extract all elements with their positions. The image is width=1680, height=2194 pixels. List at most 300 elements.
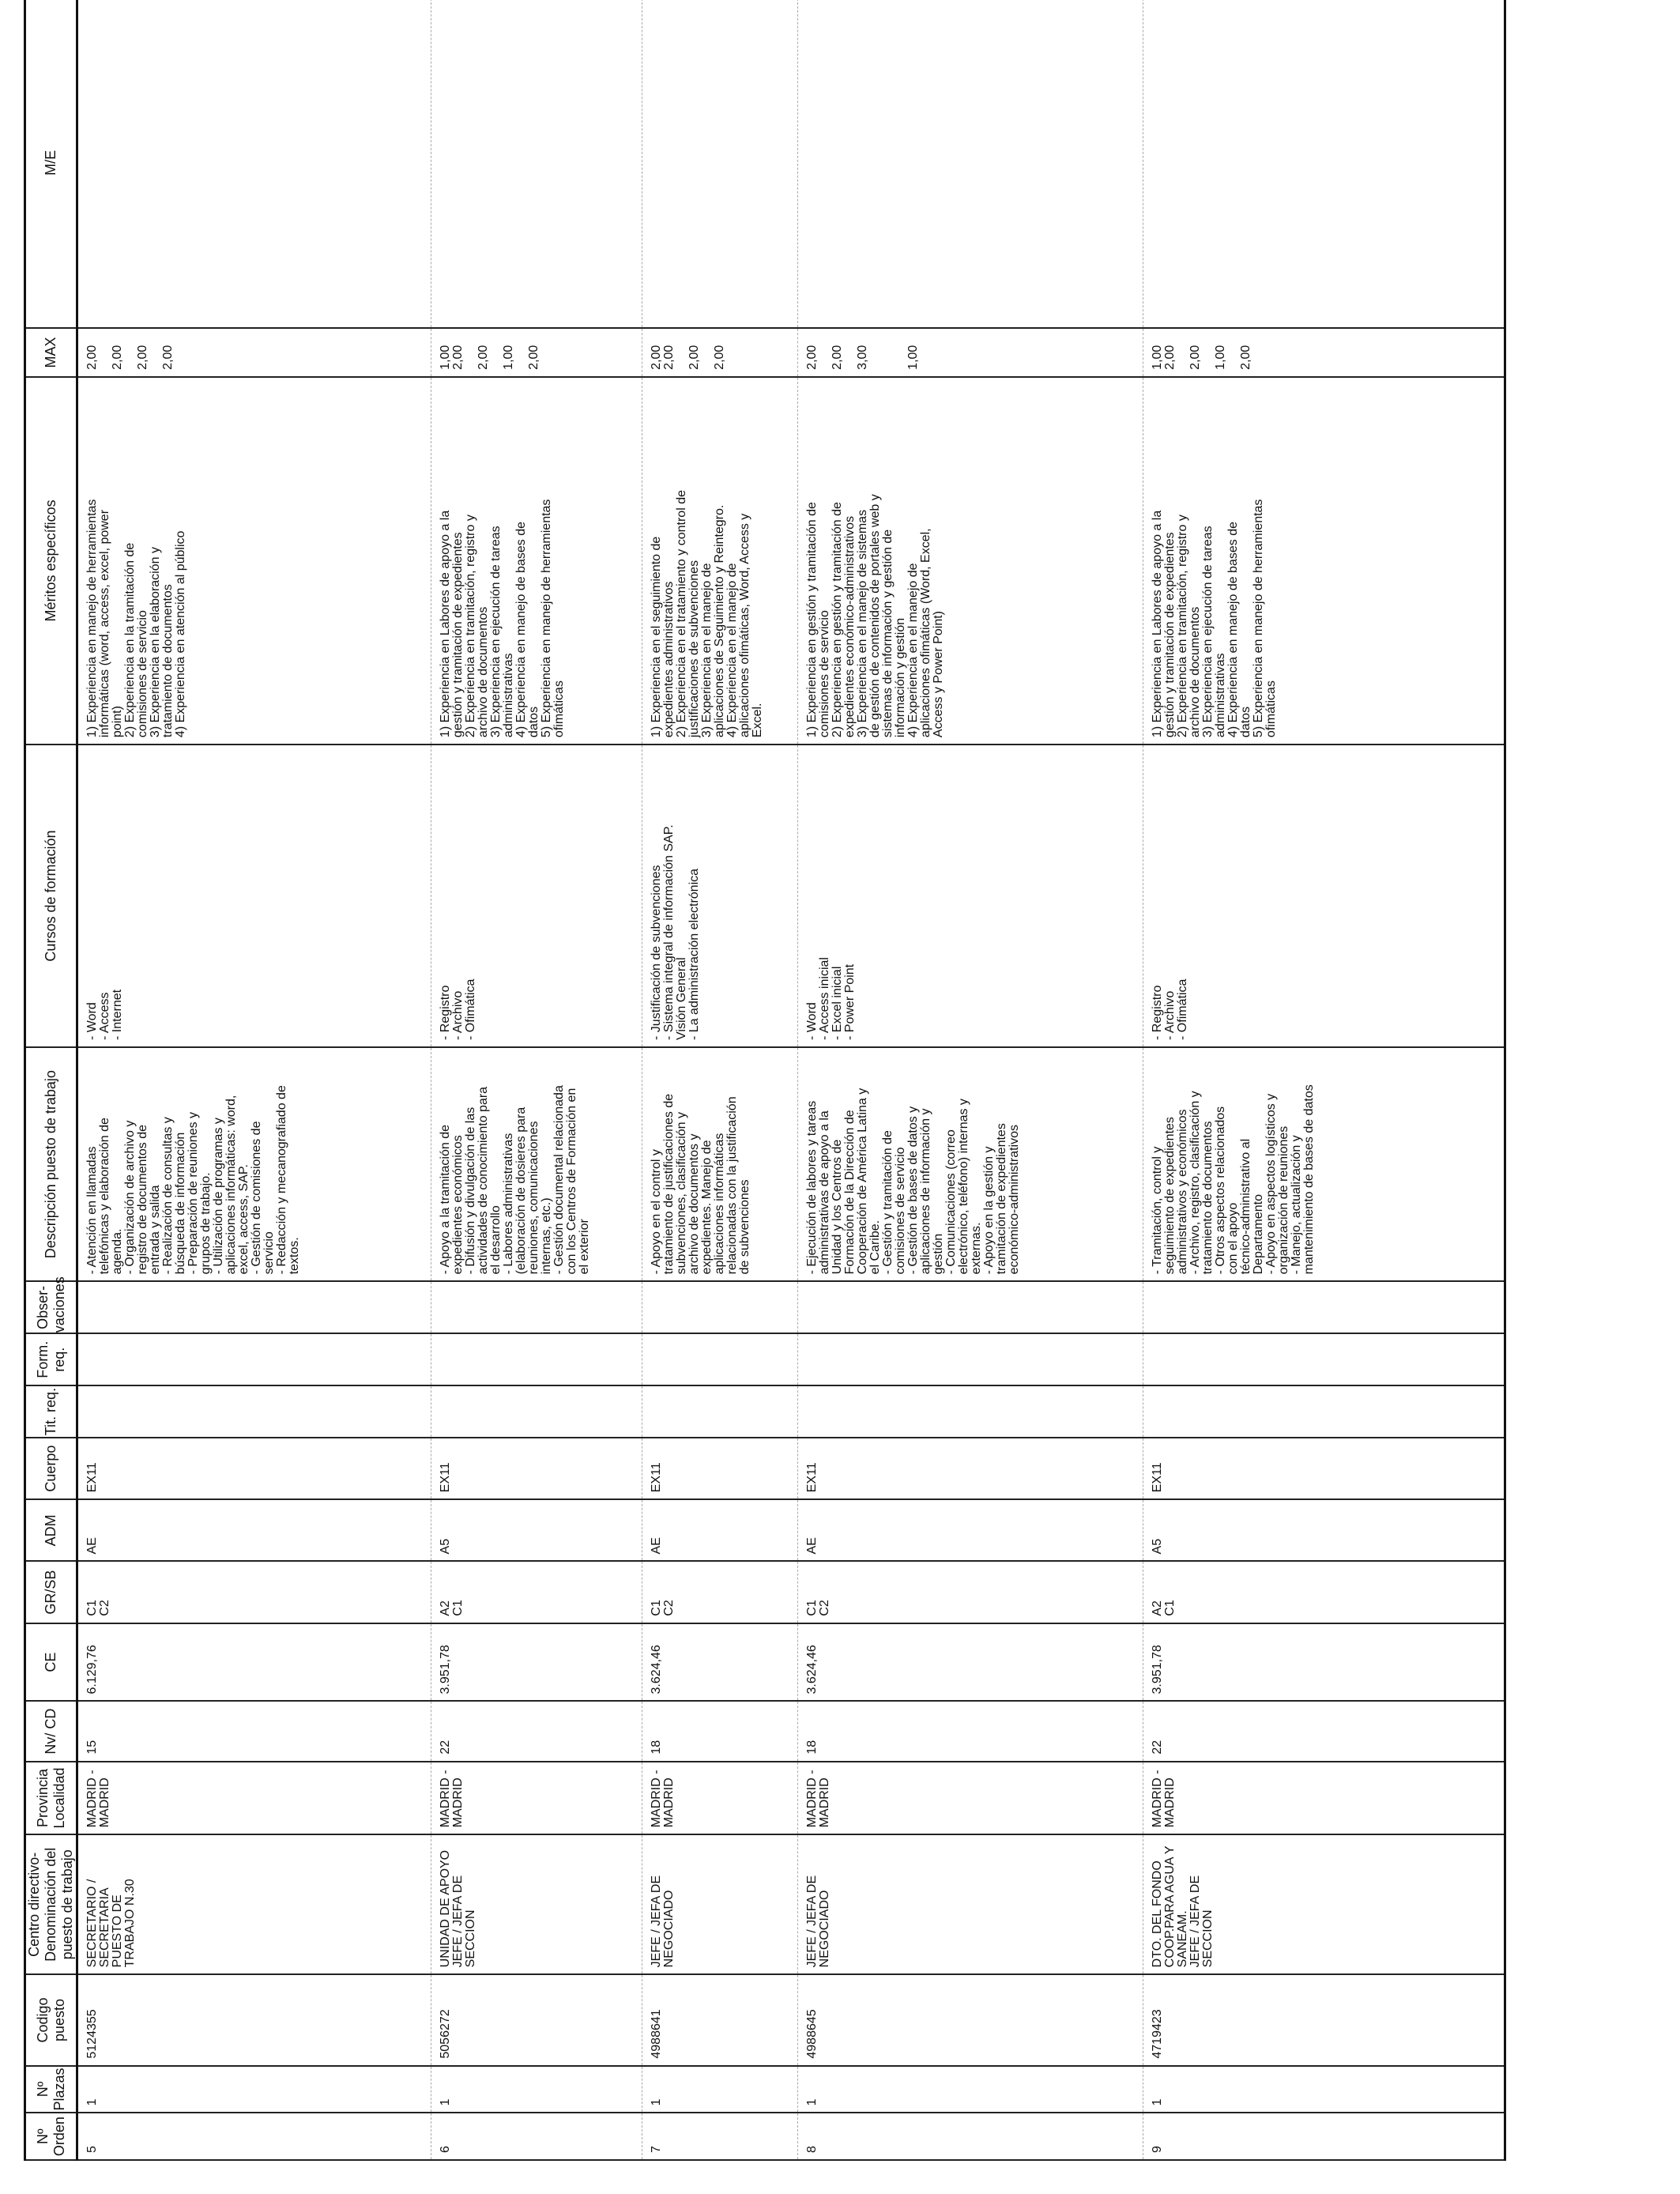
- description-line: el desarrollo: [489, 1205, 503, 1275]
- cell-descripcion: [431, 1047, 642, 1281]
- group-line: C1: [451, 1600, 465, 1616]
- cell-provincia: MADRID - MADRID: [77, 1762, 431, 1835]
- cell-centro: [642, 1834, 798, 1974]
- cell-centro: [77, 1834, 431, 1974]
- cell-ce: 3.624,46: [798, 1623, 1143, 1702]
- max-value: 1,00: [1151, 345, 1164, 370]
- merit-line: comisiones de servicio: [818, 610, 831, 738]
- group-line: C1: [1163, 1600, 1177, 1616]
- cell-form: [1143, 1333, 1505, 1385]
- cell-plazas: 1: [798, 2066, 1143, 2113]
- description-line: telefónicas y elaboración de: [98, 1118, 111, 1275]
- description-line: - Gestión documental relacionada: [552, 1085, 566, 1275]
- description-line: reuniones, comunicaciones: [527, 1121, 541, 1275]
- merit-line: aplicaciones ofimáticas, Word, Access y: [738, 513, 751, 738]
- cell-me: [798, 0, 1143, 328]
- description-line: - Ejecución de labores y tareas: [805, 1100, 819, 1275]
- description-line: (elaboración de dosieres para: [514, 1106, 528, 1275]
- course-line: - Justificación de subvenciones: [650, 865, 663, 1040]
- merit-line: 2) Experiencia en gestión y tramitación de: [831, 502, 844, 738]
- max-value: [819, 335, 831, 370]
- description-line: relacionadas con la justificación: [725, 1096, 739, 1275]
- header-nivel: Nv/ CD: [25, 1702, 77, 1762]
- max-value: 2,00: [805, 345, 819, 370]
- description-line: - Archivo, registro, clasificación y: [1188, 1091, 1202, 1275]
- cell-tit: [642, 1385, 798, 1438]
- description-line: - Labores administrativas: [502, 1133, 515, 1275]
- cell-orden: 9: [1143, 2113, 1505, 2160]
- cell-provincia: MADRID - MADRID: [1143, 1762, 1505, 1835]
- course-line: - Power Point: [843, 963, 857, 1040]
- cell-codigo: 4988641: [642, 1974, 798, 2065]
- cell-ce: 3.951,78: [1143, 1623, 1505, 1702]
- max-value: 3,00: [856, 345, 869, 370]
- description-line: externas.: [970, 1222, 983, 1275]
- cell-ce: 3.951,78: [431, 1623, 642, 1702]
- cell-observaciones: [642, 1281, 798, 1333]
- merit-line: ofimáticas: [552, 680, 566, 738]
- max-value: [465, 335, 477, 370]
- cell-plazas: 1: [77, 2066, 431, 2113]
- max-value: [124, 335, 137, 370]
- merit-line: 1) Experiencia en el seguimiento de: [650, 536, 663, 738]
- description-line: búsqueda de información: [174, 1132, 187, 1275]
- position-name: SECRETARIO / SECRETARIA PUESTO DE TRABAJO N.30: [85, 1879, 137, 1968]
- max-value: [1227, 335, 1240, 370]
- merit-line: 4) Experiencia en el manejo de: [906, 563, 920, 738]
- merit-line: archivo de documentos: [477, 606, 490, 738]
- description-line: - Organización de archivo y: [123, 1120, 137, 1275]
- description-line: grupos de trabajo.: [199, 1172, 213, 1275]
- unit-name: DTO. DEL FONDO COOP.PARA AGUA Y SANEAM.: [1151, 1845, 1189, 1968]
- cell-orden: 7: [642, 2113, 798, 2160]
- description-line: Formación de la Dirección de: [843, 1110, 857, 1275]
- header-tit: Tit. req.: [25, 1385, 77, 1438]
- course-line: - Access inicial: [818, 957, 831, 1040]
- description-line: aplicaciones informáticas: word,: [224, 1095, 238, 1275]
- cell-tit: [798, 1385, 1143, 1438]
- description-line: - Difusión y divulgación de las: [464, 1106, 477, 1275]
- merit-line: 5) Experiencia en manejo de herramientas: [1252, 499, 1265, 738]
- header-grsb: GR/SB: [25, 1561, 77, 1623]
- job-positions-table: [24, 0, 1506, 2161]
- cell-cuerpo: EX11: [431, 1438, 642, 1499]
- cell-grsb: [431, 1561, 642, 1623]
- cell-observaciones: [431, 1281, 642, 1333]
- description-line: - Apoyo en aspectos logísticos y: [1264, 1093, 1278, 1275]
- course-line: - La administración electrónica: [687, 868, 701, 1040]
- description-line: - Gestión de comisiones de: [250, 1121, 263, 1275]
- cell-me: [431, 0, 642, 328]
- max-value: [490, 335, 503, 370]
- cell-provincia: MADRID - MADRID: [431, 1762, 642, 1835]
- header-descripcion: Descripción puesto de trabajo: [25, 1047, 77, 1281]
- merit-line: 3) Experiencia en ejecución de tareas: [1201, 526, 1215, 738]
- group-line: C2: [662, 1600, 676, 1616]
- header-meritos: Méritos específicos: [25, 377, 77, 745]
- cell-centro: [1143, 1834, 1505, 1974]
- cell-meritos: [798, 377, 1143, 745]
- max-value: 2,00: [527, 345, 541, 370]
- cell-descripcion: [798, 1047, 1143, 1281]
- cell-orden: 5: [77, 2113, 431, 2160]
- header-cursos: Cursos de formación: [25, 745, 77, 1047]
- max-value: 2,00: [111, 345, 124, 370]
- merit-line: expedientes administrativos: [662, 581, 676, 738]
- unit-name: UNIDAD DE APOYO: [439, 1849, 452, 1968]
- description-line: con los Centros de Formación en: [565, 1088, 578, 1275]
- description-line: el Caribe.: [868, 1220, 882, 1275]
- description-line: tratamiento de justificaciones de: [662, 1093, 676, 1275]
- course-line: - Registro: [1151, 985, 1164, 1040]
- position-name: JEFE / JEFA DE SECCION: [451, 1875, 477, 1968]
- cell-orden: 8: [798, 2113, 1143, 2160]
- merit-line: aplicaciones de Seguimiento y Reintegro.: [713, 504, 726, 738]
- cell-adm: AE: [642, 1499, 798, 1561]
- description-line: con el apoyo: [1226, 1202, 1240, 1275]
- cell-provincia: MADRID - MADRID: [642, 1762, 798, 1835]
- table-row: [77, 0, 431, 2160]
- max-value: [1202, 335, 1215, 370]
- max-value: [515, 335, 528, 370]
- course-line: - Access: [98, 992, 111, 1040]
- cell-plazas: 1: [1143, 2066, 1505, 2113]
- group-line: A2: [1151, 1600, 1164, 1616]
- header-ce: CE: [25, 1623, 77, 1702]
- description-line: gestión: [932, 1233, 945, 1275]
- merit-line: 4) Experiencia en atención al público: [174, 530, 187, 738]
- cell-adm: AE: [77, 1499, 431, 1561]
- cell-cuerpo: EX11: [77, 1438, 431, 1499]
- merit-line: 2) Experiencia en la tramitación de: [123, 542, 137, 738]
- merit-line: 3) Experiencia en la elaboración y: [149, 547, 162, 738]
- merit-line: archivo de documentos: [1188, 606, 1202, 738]
- merit-line: comisiones de servicio: [136, 610, 149, 738]
- header-me: M/E: [25, 0, 77, 328]
- header-max: MAX: [25, 328, 77, 377]
- cell-me: [77, 0, 431, 328]
- max-value: [701, 335, 714, 370]
- cell-plazas: 1: [431, 2066, 642, 2113]
- max-value: 2,00: [687, 345, 701, 370]
- course-line: - Archivo: [451, 990, 465, 1040]
- description-line: el exterior: [578, 1219, 591, 1275]
- cell-ce: 6.129,76: [77, 1623, 431, 1702]
- description-line: tramitación de expedientes: [995, 1123, 1008, 1275]
- cell-codigo: 5056272: [431, 1974, 642, 2065]
- max-value: 2,00: [1188, 345, 1202, 370]
- cell-codigo: 4719423: [1143, 1974, 1505, 2065]
- cell-adm: A5: [431, 1499, 642, 1561]
- header-plazas: Nº Plazas: [25, 2066, 77, 2113]
- table-row: [431, 0, 642, 2160]
- cell-descripcion: [77, 1047, 431, 1281]
- merit-line: de gestión de contenidos de portales web y: [868, 494, 882, 738]
- description-line: - Utilización de programas y: [212, 1118, 225, 1275]
- description-line: - Realización de consultas y: [161, 1117, 175, 1275]
- group-line: C1: [85, 1600, 99, 1616]
- cell-max: [77, 328, 431, 377]
- cell-nivel: 22: [1143, 1702, 1505, 1762]
- merit-line: sistemas de información y gestión de: [881, 529, 895, 738]
- cell-tit: [77, 1385, 431, 1438]
- cell-grsb: [77, 1561, 431, 1623]
- max-value: 2,00: [713, 345, 726, 370]
- description-line: - Gestión y tramitación de: [881, 1130, 895, 1275]
- cell-codigo: 4988645: [798, 1974, 1143, 2065]
- description-line: Unidad y los Centros de: [831, 1139, 844, 1275]
- max-value: 2,00: [451, 345, 465, 370]
- course-line: - Archivo: [1163, 990, 1177, 1040]
- cell-codigo: 5124355: [77, 1974, 431, 2065]
- merit-line: datos: [1239, 706, 1252, 738]
- cell-form: [798, 1333, 1143, 1385]
- header-orden: Nº Orden: [25, 2113, 77, 2160]
- group-line: C1: [650, 1600, 663, 1616]
- cell-ce: 3.624,46: [642, 1623, 798, 1702]
- max-value: [149, 335, 162, 370]
- cell-nivel: 18: [642, 1702, 798, 1762]
- cell-cuerpo: EX11: [798, 1438, 1143, 1499]
- max-value: [99, 335, 111, 370]
- cell-centro: [431, 1834, 642, 1974]
- group-line: C2: [98, 1600, 111, 1616]
- position-name: JEFE / JEFA DE NEGOCIADO: [650, 1875, 676, 1968]
- description-line: - Apoyo en la gestión y: [982, 1146, 996, 1275]
- description-line: servicio: [262, 1231, 276, 1275]
- max-value: 2,00: [136, 345, 149, 370]
- header-codigo: Codigo puesto: [25, 1974, 77, 2065]
- merit-line: aplicaciones ofimáticas (Word, Excel,: [919, 528, 932, 738]
- merit-line: 2) Experiencia en el tratamiento y control de: [675, 490, 688, 738]
- cell-nivel: 18: [798, 1702, 1143, 1762]
- position-name: JEFE / JEFA DE SECCION: [1188, 1875, 1215, 1968]
- description-line: archivo de documentos y: [687, 1133, 701, 1275]
- description-line: - Tramitación, control y: [1151, 1146, 1164, 1275]
- description-line: aplicaciones informáticas: [713, 1133, 726, 1275]
- cell-cuerpo: EX11: [642, 1438, 798, 1499]
- description-line: - Atención en llamadas: [85, 1146, 99, 1275]
- description-line: económico-administrativos: [1008, 1125, 1021, 1275]
- header-centro: Centro directivo- Denominación del puesto de trabajo: [25, 1834, 77, 1974]
- course-line: - Sistema integral de información SAP.: [662, 824, 676, 1040]
- group-line: C1: [805, 1600, 819, 1616]
- description-line: textos.: [288, 1237, 301, 1275]
- description-line: subvenciones, clasificación y: [675, 1111, 688, 1275]
- cell-nivel: 15: [77, 1702, 431, 1762]
- course-line: - Word: [805, 1002, 819, 1040]
- cell-max: [642, 328, 798, 377]
- description-line: electrónico, teléfono) internas y: [957, 1099, 970, 1275]
- cell-observaciones: [1143, 1281, 1505, 1333]
- description-line: de subvenciones: [738, 1179, 751, 1275]
- cell-max: [1143, 328, 1505, 377]
- merit-line: 3) Experiencia en ejecución de tareas: [489, 526, 503, 738]
- description-line: Departamento: [1252, 1194, 1265, 1275]
- cell-observaciones: [798, 1281, 1143, 1333]
- cell-max: [431, 328, 642, 377]
- description-line: técnico-administrativo al: [1239, 1138, 1252, 1275]
- cell-cursos: [77, 745, 431, 1047]
- cell-tit: [431, 1385, 642, 1438]
- max-value: 2,00: [85, 345, 99, 370]
- merit-line: informáticas (word, access, excel, power: [98, 509, 111, 738]
- description-line: internas, etc.): [540, 1197, 553, 1275]
- merit-line: 2) Experiencia en tramitación, registro y: [1176, 515, 1189, 738]
- description-line: seguimiento de expedientes: [1163, 1117, 1177, 1275]
- merit-line: 4) Experiencia en manejo de bases de: [514, 522, 528, 738]
- merit-line: 1) Experiencia en Labores de apoyo a la: [1151, 510, 1164, 738]
- description-line: actividades de conocimiento para: [477, 1086, 490, 1275]
- cell-cursos: [798, 745, 1143, 1047]
- description-line: registro de documentos de: [136, 1124, 149, 1275]
- description-line: administrativas de apoyo a la: [818, 1110, 831, 1275]
- merit-line: 3) Experiencia en el manejo de sistemas: [856, 509, 869, 738]
- max-value: 2,00: [161, 345, 175, 370]
- merit-line: información y gestión: [894, 617, 907, 738]
- position-name: JEFE / JEFA DE NEGOCIADO: [805, 1875, 831, 1968]
- max-value: 1,00: [906, 345, 920, 370]
- cell-observaciones: [77, 1281, 431, 1333]
- merit-line: gestión y tramitación de expedientes: [451, 532, 465, 738]
- merit-line: Excel.: [751, 703, 764, 738]
- merit-line: 2) Experiencia en tramitación, registro y: [464, 515, 477, 738]
- cell-meritos: [1143, 377, 1505, 745]
- description-line: - Redacción y mecanografiado de: [275, 1085, 288, 1275]
- merit-line: Access y Power Point): [932, 611, 945, 738]
- cell-me: [642, 0, 798, 328]
- max-value: 2,00: [662, 345, 676, 370]
- max-value: [895, 335, 907, 370]
- cell-cuerpo: EX11: [1143, 1438, 1505, 1499]
- header-provincia: Provincia Localidad: [25, 1762, 77, 1835]
- header-adm: ADM: [25, 1499, 77, 1561]
- description-line: organización de reuniones: [1277, 1125, 1290, 1275]
- merit-line: ofimáticas: [1264, 680, 1278, 738]
- merit-line: 1) Experiencia en gestión y tramitación de: [805, 502, 819, 738]
- description-line: - Gestión de bases de datos y: [906, 1106, 920, 1275]
- course-line: - Internet: [111, 989, 124, 1040]
- max-value: [869, 335, 882, 370]
- course-line: - Excel inicial: [831, 966, 844, 1040]
- description-line: mantenimiento de bases de datos: [1302, 1084, 1316, 1275]
- max-value: 1,00: [439, 345, 452, 370]
- cell-plazas: 1: [642, 2066, 798, 2113]
- description-line: Cooperación de América Latina y: [856, 1088, 869, 1275]
- max-value: 1,00: [1214, 345, 1227, 370]
- merit-line: 1) Experiencia en manejo de herramientas: [85, 499, 99, 738]
- cell-meritos: [642, 377, 798, 745]
- max-value: [1177, 335, 1189, 370]
- cell-me: [1143, 0, 1505, 328]
- description-line: - Manejo, actualización y: [1290, 1135, 1303, 1275]
- description-line: expedientes económicos: [451, 1135, 465, 1275]
- cell-meritos: [431, 377, 642, 745]
- merit-line: 3) Experiencia en el manejo de: [700, 563, 714, 738]
- cell-adm: AE: [798, 1499, 1143, 1561]
- cell-form: [77, 1333, 431, 1385]
- cell-descripcion: [642, 1047, 798, 1281]
- cell-grsb: [1143, 1561, 1505, 1623]
- course-line: - Ofimática: [464, 978, 477, 1040]
- group-line: C2: [818, 1600, 831, 1616]
- description-line: administrativos y económicos: [1176, 1109, 1189, 1275]
- course-line: - Word: [85, 1002, 99, 1040]
- merit-line: datos: [527, 706, 541, 738]
- table-row: [1143, 0, 1505, 2160]
- table-row: [798, 0, 1143, 2160]
- cell-meritos: [77, 377, 431, 745]
- cell-tit: [1143, 1385, 1505, 1438]
- header-form: Form. req.: [25, 1333, 77, 1385]
- merit-line: 1) Experiencia en Labores de apoyo a la: [439, 510, 452, 738]
- header-observaciones: Obser- vaciones: [25, 1281, 77, 1333]
- cell-provincia: MADRID - MADRID: [798, 1762, 1143, 1835]
- cell-orden: 6: [431, 2113, 642, 2160]
- merit-line: expedientes económico-administrativos: [843, 515, 857, 738]
- description-line: comisiones de servicio: [894, 1147, 907, 1275]
- max-value: [844, 335, 857, 370]
- description-line: - Otros aspectos relacionados: [1214, 1106, 1227, 1275]
- merit-line: point): [111, 706, 124, 738]
- description-line: - Comunicaciones (correo: [944, 1129, 958, 1275]
- description-line: excel, access, SAP.: [237, 1164, 250, 1275]
- cell-centro: [798, 1834, 1143, 1974]
- max-value: 2,00: [831, 345, 844, 370]
- merit-line: 5) Experiencia en manejo de herramientas: [540, 499, 553, 738]
- max-value: [676, 335, 688, 370]
- description-line: - Apoyo en el control y: [650, 1149, 663, 1275]
- max-value: 2,00: [1239, 345, 1252, 370]
- merit-line: gestión y tramitación de expedientes: [1163, 532, 1177, 738]
- course-line: - Ofimática: [1176, 978, 1189, 1040]
- description-line: - Preparación de reuniones y: [186, 1111, 200, 1275]
- cell-max: [798, 328, 1143, 377]
- max-value: 1,00: [502, 345, 515, 370]
- table-body: [77, 0, 1505, 2160]
- description-line: aplicaciones de información y: [919, 1108, 932, 1275]
- max-value: 2,00: [477, 345, 490, 370]
- merit-line: justificaciones de subvenciones: [687, 560, 701, 738]
- cell-grsb: [798, 1561, 1143, 1623]
- merit-line: 4) Experiencia en manejo de bases de: [1226, 522, 1240, 738]
- cell-grsb: [642, 1561, 798, 1623]
- cell-cursos: [642, 745, 798, 1047]
- header-row: [25, 0, 77, 2160]
- max-value: 2,00: [650, 345, 663, 370]
- cell-descripcion: [1143, 1047, 1505, 1281]
- header-cuerpo: Cuerpo: [25, 1438, 77, 1499]
- description-line: expedientes. Manejo de: [700, 1140, 714, 1275]
- description-line: agenda.: [111, 1228, 124, 1275]
- merit-line: 4) Experiencia en el manejo de: [725, 563, 739, 738]
- description-line: entrada y salida: [149, 1185, 162, 1275]
- description-line: tratamiento de documentos: [1201, 1121, 1215, 1275]
- course-line: - Registro: [439, 985, 452, 1040]
- max-value: 2,00: [1163, 345, 1177, 370]
- max-value: [882, 335, 895, 370]
- table-row: [642, 0, 798, 2160]
- cell-cursos: [1143, 745, 1505, 1047]
- merit-line: tratamiento de documentos: [161, 584, 175, 738]
- cell-adm: A5: [1143, 1499, 1505, 1561]
- group-line: A2: [439, 1600, 452, 1616]
- cell-cursos: [431, 745, 642, 1047]
- cell-form: [642, 1333, 798, 1385]
- cell-nivel: 22: [431, 1702, 642, 1762]
- merit-line: administrativas: [502, 653, 515, 738]
- merit-line: administrativas: [1214, 653, 1227, 738]
